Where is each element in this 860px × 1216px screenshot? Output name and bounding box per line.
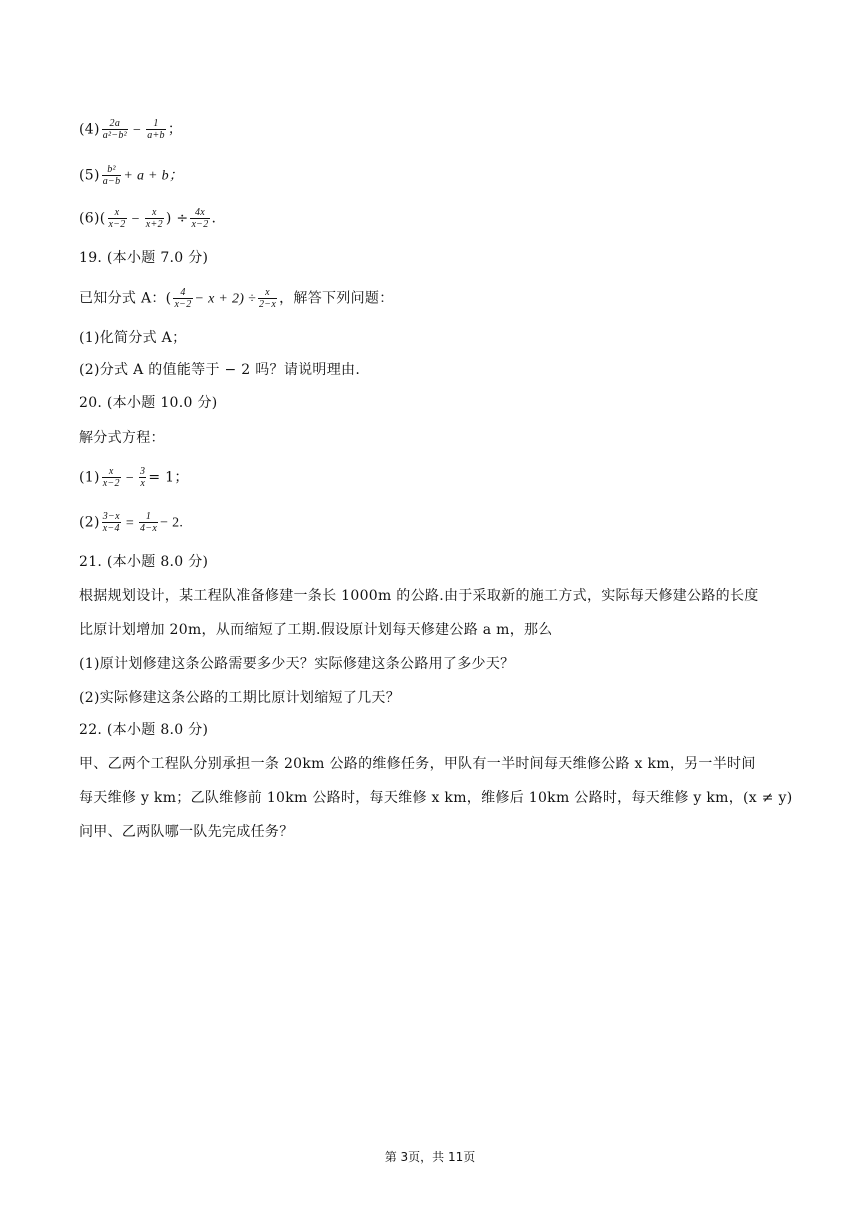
fraction: $\frac{x}{2-x}$ — [259, 287, 277, 310]
q21-header: 21. (本小题 8.0 分) — [79, 554, 209, 570]
fraction: $\frac{3-x}{x-4}$ — [102, 511, 120, 534]
fraction: $\frac{x}{x+2}$ — [145, 207, 163, 230]
fraction: $\frac{x}{x-2}$ — [102, 466, 120, 489]
q22-header: 22. (本小题 8.0 分) — [79, 722, 209, 738]
fraction: $\frac{2a}{\text{a²−b²}}$ — [102, 118, 127, 141]
fraction: $\frac{3}{x}$ — [140, 466, 146, 489]
q21-sub1: (1)原计划修建这条公路需要多少天？实际修建这条公路用了多少天？ — [79, 656, 515, 672]
problem-4: (4) $\frac{2a}{\text{a²−b²}}$ − $\frac{1}{a+b}$ ； — [79, 118, 183, 141]
q19-sub2: (2)分式 A 的值能等于 − 2 吗？请说明理由. — [79, 362, 361, 378]
q21-sub2: (2)实际修建这条公路的工期比原计划缩短了几天？ — [79, 690, 401, 706]
problem-6: (6)( $\frac{x}{x-2}$ − $\frac{x}{x+2}$ ) ÷ $\frac{4x}{x-2}$ . — [79, 207, 217, 230]
q21-line1: 根据规划设计，某工程队准备修建一条长 1000m 的公路.由于采取新的施工方式，实际每天修建公路的长度 — [79, 588, 759, 604]
q22-line3: 问甲、乙两队哪一队先完成任务？ — [79, 824, 294, 840]
page-footer: 第 3页，共 11页 — [384, 1150, 476, 1164]
q20-sub2: (2) $\frac{3-x}{x-4}$ = $\frac{1}{4-x}$ − 2. — [79, 511, 184, 534]
q21-line2: 比原计划增加 20m，从而缩短了工期.假设原计划每天修建公路 a m，那么 — [79, 622, 553, 638]
fraction: $\frac{x}{x-2}$ — [108, 207, 126, 230]
q20-sub1: (1) $\frac{x}{x-2}$ − $\frac{3}{x}$ = 1； — [79, 466, 189, 489]
problem-6-label: (6)( — [79, 210, 106, 227]
q19-header: 19. (本小题 7.0 分) — [79, 250, 209, 266]
q20-stem: 解分式方程： — [79, 430, 165, 446]
fraction: $\frac{1}{4-x}$ — [140, 511, 158, 534]
problem-5-label: (5) — [79, 167, 100, 184]
q22-line1: 甲、乙两个工程队分别承担一条 20km 公路的维修任务，甲队有一半时间每天维修公路 x km，另一半时间 — [79, 756, 756, 772]
q20-header: 20. (本小题 10.0 分) — [79, 395, 218, 411]
problem-5: (5) $\frac{\text{b²}}{a-b}$ + a + b； — [79, 164, 184, 187]
problem-4-label: (4) — [79, 121, 100, 138]
q19-stem: 已知分式 A：( $\frac{4}{x-2}$ − x + 2) ÷ $\frac{x}{2-x}$ ，解答下列问题： — [79, 287, 394, 310]
q22-line2: 每天维修 y km；乙队维修前 10km 公路时，每天维修 x km，维修后 10km 公路时，每天维修 y km，(x ≠ y) — [79, 790, 793, 806]
fraction: $\frac{4x}{x-2}$ — [191, 207, 209, 230]
fraction: $\frac{1}{a+b}$ — [147, 118, 165, 141]
fraction: $\frac{4}{x-2}$ — [174, 287, 192, 310]
fraction: $\frac{\text{b²}}{a-b}$ — [102, 164, 121, 187]
q19-sub1: (1)化简分式 A； — [79, 330, 187, 346]
